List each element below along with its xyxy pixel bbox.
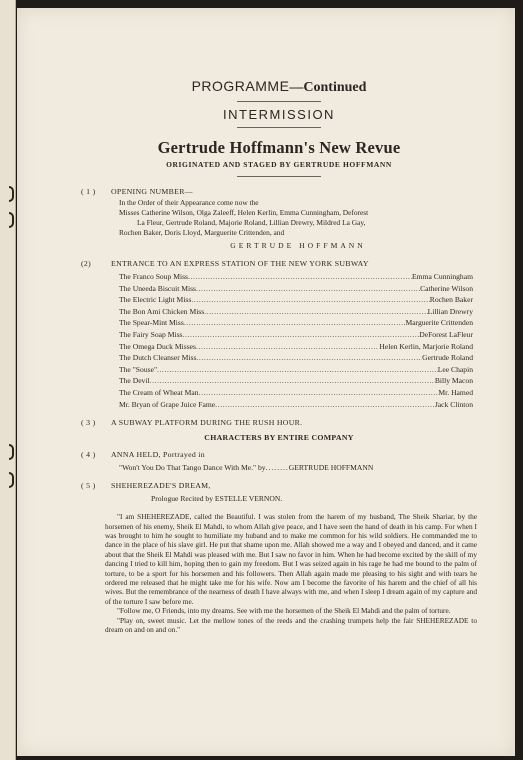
section-1-heading: ( 1 ) OPENING NUMBER— [81, 187, 193, 196]
binding-ring [9, 212, 14, 228]
cast-row: The "Souse" ..... Lee Chapin [119, 364, 473, 376]
cast-row: Mr. Bryan of Grape Juice Fame ..... Jack Clinton [119, 399, 473, 411]
section-1-text: In the Order of their Appearance come now the Misses Catherine Wilson, Olga Zaleeff, Helen Kerlin, Emma Cunningham, Deforest La Fleur, Gertrude Roland, Majorie Roland, Lillian Drewry, Mildred La Gay, Rochen Baker, Doris Lloyd, Marguerite Crittenden, and GERTRUDE HOFFMANN [119, 198, 477, 251]
revue-title: Gertrude Hoffmann's New Revue [157, 138, 401, 157]
cast-row: The Bon Ami Chicken Miss ..... Lillian Drewry [119, 306, 473, 318]
cast-list [119, 271, 473, 410]
divider [237, 127, 321, 128]
prologue-credit: Prologue Recited by ESTELLE VERNON. [151, 494, 283, 504]
section-4-song: "Won't You Do That Tango Dance With Me." by........GERTRUDE HOFFMANN [119, 463, 374, 473]
binding-ring [9, 472, 14, 488]
divider [237, 101, 321, 102]
cast-row: The Devil ..... Billy Macon [119, 375, 473, 387]
programme-heading: PROGRAMME—Continued [191, 78, 367, 95]
cast-row: The Omega Duck Misses ..... Helen Kerlin, Marjorie Roland [119, 341, 473, 353]
page-content [81, 78, 477, 634]
cast-row: The Uneeda Biscuit Miss ..... Catherine Wilson [119, 283, 473, 295]
programme-page [17, 8, 515, 756]
characters-note: CHARACTERS BY ENTIRE COMPANY [204, 433, 354, 443]
section-4-heading: ( 4 ) ANNA HELD, Portrayed in [81, 450, 205, 460]
cast-row: The Franco Soup Miss ..... Emma Cunningham [119, 271, 473, 283]
cast-row: The Spear-Mint Miss ..... Marguerite Crittenden [119, 317, 473, 329]
section-2-heading: (2) ENTRANCE TO AN EXPRESS STATION OF THE NEW YORK SUBWAY [81, 259, 369, 268]
prologue-text: "I am SHEHEREZADE, called the Beautiful. I was stolen from the harem of my husband, The Sheik Shariar, by the horsemen of his enemy, Sheik El Mahdi, to whom Allah give peace, and I have seen the hand of death in his camp. For when I was brought to him he sought to humiliate my huband and to make me common for his wild soldiers. He commanded me to dance in the place of his slave girl. He put that shame upon me. Allah showed me a way and I obeyed and danced, and it came about that the Sheik El Mahdi was pleased with me. But I saw no favor in him. When he had become excited by the skill of my dancing I tried to kill him, hoping then to gain my freedom. But I was seized again in his rage he had me bound to the palm of torture, to be a sport for his horsemen and his followers. Then Allah again made me pleasing to his sight and with tears he ordered me released that he might take me for his wife. Now am I become the favorite of his harem and the chief of all his wives. But the remembrance of the nearness of death I have always with me, and when I sleep I dream again of my capture and of the torture I saw before me. "Follow me, O Friends, into my dreams. See with me the horsemen of the Sheik El Mahdi and the palm of torture. "Play on, sweet music. Let the mellow tones of the reeds and the crashing trumpets help the fair SHEHEREZADE to dream on and on and on." [105, 512, 477, 634]
binding-ring [9, 444, 14, 460]
cast-row: The Cream of Wheat Man ..... Mr. Hamed [119, 387, 473, 399]
intermission-heading: INTERMISSION [223, 107, 335, 122]
divider [237, 176, 321, 177]
binding-spine [0, 0, 16, 760]
section-3-heading: ( 3 ) A SUBWAY PLATFORM DURING THE RUSH HOUR. [81, 418, 303, 428]
cast-row: The Dutch Cleanser Miss ..... Gertrude Roland [119, 352, 473, 364]
star-name: GERTRUDE HOFFMANN [230, 241, 366, 250]
binding-ring [9, 186, 14, 202]
revue-subtitle: ORIGINATED AND STAGED BY GERTRUDE HOFFMANN [166, 160, 392, 169]
cast-row: The Fairy Soap Miss ..... DeForest LaFleur [119, 329, 473, 341]
cast-row: The Electric Light Miss ..... Rochen Baker [119, 294, 473, 306]
section-5-heading: ( 5 ) SHEHEREZADE'S DREAM, [81, 481, 211, 491]
